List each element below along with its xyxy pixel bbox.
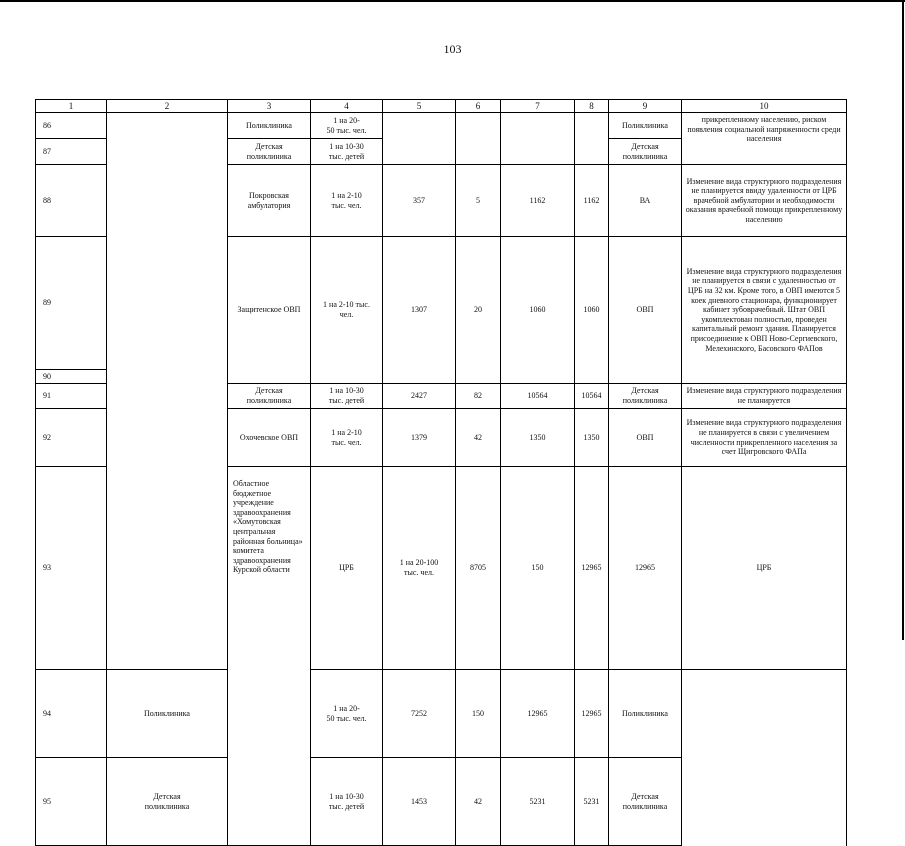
staff-value: 82 xyxy=(456,384,501,409)
unit-norm: 1 на 2-10 тыс. чел. xyxy=(311,409,383,467)
population-value: 1307 xyxy=(383,237,456,384)
unit-type: Защитенское ОВП xyxy=(228,237,311,384)
population-value: 2427 xyxy=(383,384,456,409)
unit-type: Охочевское ОВП xyxy=(228,409,311,467)
unit-kind: Детская поликлиника xyxy=(609,139,682,165)
note-cell: Изменение вида структурного подразделения не планируется в связи с удаленностью от ЦРБ на 32 км. Кроме того, в ОВП имеются 5 коек дневного стационара, функционирует кабинет зубоврачебный. Штат ОВП укомплектован полностью, проведен капитальный ремонт здания. Планируется присоединение к ОВП Ново-Сергиевского, Мелехинского, Басовского ФАПов xyxy=(682,237,847,384)
unit-norm: 1 на 20-100 тыс. чел. xyxy=(383,467,456,670)
header-cell: 1 xyxy=(36,100,107,113)
unit-kind: ОВП xyxy=(609,237,682,384)
row-number: 87 xyxy=(36,139,107,165)
count-value: 12965 xyxy=(501,670,575,758)
count-value-2: 1060 xyxy=(575,237,609,384)
row-number: 92 xyxy=(36,409,107,467)
count-value-2: 12965 xyxy=(609,467,682,670)
unit-kind: Детская поликлиника xyxy=(609,384,682,409)
unit-norm: 1 на 2-10 тыс. чел. xyxy=(311,165,383,237)
row-number: 88 xyxy=(36,165,107,237)
unit-norm: 1 на 20- 50 тыс. чел. xyxy=(311,670,383,758)
unit-norm: 1 на 10-30 тыс. детей xyxy=(311,384,383,409)
unit-kind: Поликлиника xyxy=(609,670,682,758)
count-value: 1162 xyxy=(501,165,575,237)
unit-type: ЦРБ xyxy=(311,467,383,670)
count-value: 12965 xyxy=(575,467,609,670)
header-cell: 2 xyxy=(107,100,228,113)
staff-value: 20 xyxy=(456,237,501,384)
count-value-2: 12965 xyxy=(575,670,609,758)
page-top-border xyxy=(0,0,905,2)
count-value: 10564 xyxy=(501,384,575,409)
row-number: 93 xyxy=(36,467,107,670)
staff-value: 42 xyxy=(456,409,501,467)
unit-kind: Поликлиника xyxy=(609,113,682,139)
note-cell: Изменение вида структурного подразделения не планируется ввиду удаленности от ЦРБ врачебной амбулатории и необходимости оказания врачебной помощи прикрепленному населению xyxy=(682,165,847,237)
header-cell: 3 xyxy=(228,100,311,113)
staff-value: 5 xyxy=(456,165,501,237)
unit-type: Детская поликлиника xyxy=(107,758,228,846)
cell-empty xyxy=(575,113,609,165)
count-value-2: 5231 xyxy=(575,758,609,846)
count-value-2: 1162 xyxy=(575,165,609,237)
unit-norm: 1 на 10-30 тыс. детей xyxy=(311,758,383,846)
note-cell: Изменение вида структурного подразделения не планируется xyxy=(682,384,847,409)
count-value-2: 10564 xyxy=(575,384,609,409)
unit-kind: Детская поликлиника xyxy=(609,758,682,846)
count-value: 5231 xyxy=(501,758,575,846)
population-value: 7252 xyxy=(383,670,456,758)
organization-name: Областное бюджетное учреждение здравоохранения «Хомутовская центральная районная больница» комитета здравоохранения Курской области xyxy=(228,467,311,846)
unit-type: Покровская амбулатория xyxy=(228,165,311,237)
header-cell: 10 xyxy=(682,100,847,113)
org-cell-empty xyxy=(107,113,228,670)
header-cell: 5 xyxy=(383,100,456,113)
page-number: 103 xyxy=(443,42,462,56)
header-cell: 8 xyxy=(575,100,609,113)
unit-kind: ЦРБ xyxy=(682,467,847,670)
header-cell: 6 xyxy=(456,100,501,113)
count-value-2: 1350 xyxy=(575,409,609,467)
cell-empty xyxy=(383,113,456,165)
unit-type: Детская поликлиника xyxy=(228,139,311,165)
population-value: 8705 xyxy=(456,467,501,670)
page-right-border xyxy=(902,0,904,640)
header-cell: 4 xyxy=(311,100,383,113)
row-number: 91 xyxy=(36,384,107,409)
facilities-table xyxy=(35,99,847,846)
staff-value: 150 xyxy=(501,467,575,670)
header-cell: 9 xyxy=(609,100,682,113)
row-number: 94 xyxy=(36,670,107,758)
unit-norm: 1 на 2-10 тыс. чел. xyxy=(311,237,383,384)
population-value: 1453 xyxy=(383,758,456,846)
row-number: 95 xyxy=(36,758,107,846)
population-value: 357 xyxy=(383,165,456,237)
table-row xyxy=(36,113,847,139)
note-cell: Изменение вида структурного подразделения не планируется в связи с увеличением численности прикрепленного населения за счет Щигровского ФАПа xyxy=(682,409,847,467)
count-value: 1060 xyxy=(501,237,575,384)
row-number: 86 xyxy=(36,113,107,139)
staff-value: 42 xyxy=(456,758,501,846)
unit-norm: 1 на 20- 50 тыс. чел. xyxy=(311,113,383,139)
unit-norm: 1 на 10-30 тыс. детей xyxy=(311,139,383,165)
header-cell: 7 xyxy=(501,100,575,113)
note-cell: прикрепленному населению, риском появления социальной напряженности среди населения xyxy=(682,113,847,165)
cell-empty xyxy=(456,113,501,165)
row-number: 90 xyxy=(36,370,107,384)
unit-type: Поликлиника xyxy=(107,670,228,758)
population-value: 1379 xyxy=(383,409,456,467)
unit-kind: ОВП xyxy=(609,409,682,467)
cell-empty xyxy=(501,113,575,165)
staff-value: 150 xyxy=(456,670,501,758)
table-row xyxy=(36,670,847,758)
count-value: 1350 xyxy=(501,409,575,467)
unit-type: Детская поликлиника xyxy=(228,384,311,409)
unit-type: Поликлиника xyxy=(228,113,311,139)
row-number: 89 xyxy=(36,237,107,370)
table-row xyxy=(36,758,847,846)
unit-kind: ВА xyxy=(609,165,682,237)
header-row xyxy=(36,100,847,113)
